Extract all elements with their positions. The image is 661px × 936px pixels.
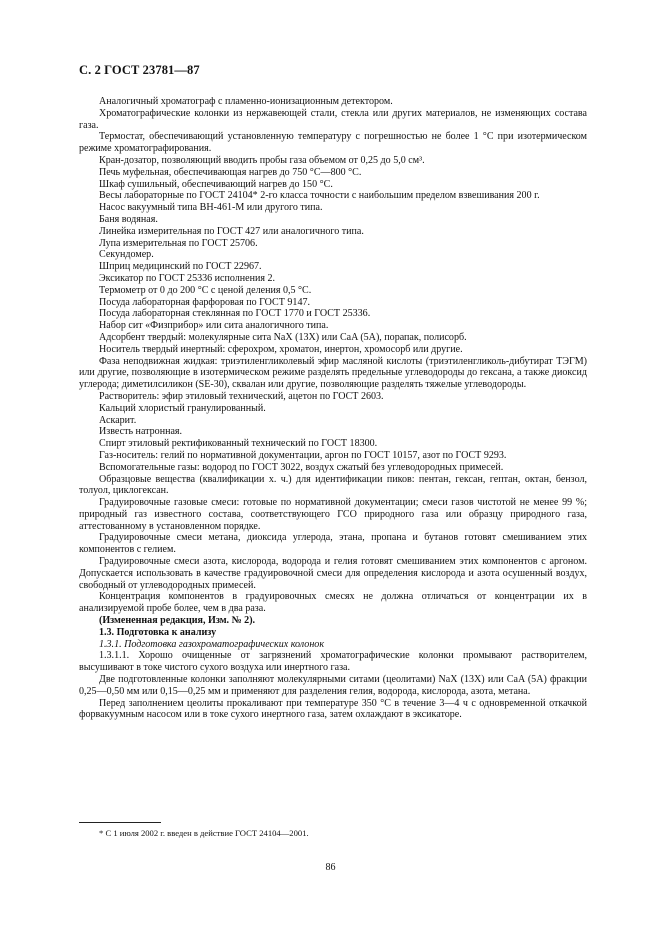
paragraph: Градуировочные газовые смеси: готовые по нормативной документации; смеси газов чистотой не менее 99 %; природный газ известного состава, соответствующего ГСО природного газа или образцу природного газа, аттестованному в установленном порядке. xyxy=(79,497,587,532)
paragraph: Градуировочные смеси метана, диоксида углерода, этана, пропана и бутанов готовят смешиванием этих компонентов с гелием. xyxy=(79,532,587,556)
paragraph: Газ-носитель: гелий по нормативной документации, аргон по ГОСТ 10157, азот по ГОСТ 9293. xyxy=(99,449,507,461)
paragraph: Фаза неподвижная жидкая: триэтиленгликолевый эфир масляной кислоты (триэтиленгликоль-дибутират ТЭГМ) или другие, позволяющие в изотермическом режиме разделять предельные углеводороды до гексана, а также диоксид углерода; диметилсиликон (SE-30), сквалан или другие, позволяющие разделять тяжелые углеводороды. xyxy=(79,355,587,391)
page-header: С. 2 ГОСТ 23781—87 xyxy=(79,63,200,77)
paragraph: Эксикатор по ГОСТ 25336 исполнения 2. xyxy=(99,272,276,284)
paragraph: 1.3. Подготовка к анализу xyxy=(99,626,217,638)
paragraph: Аналогичный хроматограф с пламенно-ионизационным детектором. xyxy=(99,96,393,107)
paragraph: (Измененная редакция, Изм. № 2). xyxy=(99,615,256,627)
document-body xyxy=(79,96,587,721)
paragraph: Две подготовленные колонки заполняют молекулярными ситами (цеолитами) NaX (13X) или CaA (5А) фракции 0,25—0,50 мм или 0,15—0,25 мм и применяют для разделения гелия, водорода, кислорода, азота, метана. xyxy=(79,674,587,697)
paragraph: Вспомогательные газы: водород по ГОСТ 3022, воздух сжатый без углеводородных примесей. xyxy=(99,461,504,473)
paragraph: Секундомер. xyxy=(99,249,154,261)
paragraph: Линейка измерительная по ГОСТ 427 или аналогичного типа. xyxy=(99,225,364,237)
paragraph: Кран-дозатор, позволяющий вводить пробы газа объемом от 0,25 до 5,0 см³. xyxy=(99,154,425,166)
footnote: * С 1 июля 2002 г. введен в действие ГОСТ 24104—2001. xyxy=(99,828,309,838)
paragraph: Шкаф сушильный, обеспечивающий нагрев до 150 °С. xyxy=(99,178,333,190)
paragraph: Термометр от 0 до 200 °С с ценой деления 0,5 °С. xyxy=(99,284,312,296)
paragraph: Образцовые вещества (квалификации х. ч.) для идентификации пиков: пентан, гексан, гептан, октан, бензол, толуол, циклогексан. xyxy=(79,473,587,497)
paragraph: Перед заполнением цеолиты прокаливают при температуре 350 °С в течение 3—4 ч с одновременной откачкой форвакуумным насосом или в токе сухого инертного газа, затем охлаждают в эксикаторе. xyxy=(79,697,587,721)
paragraph: Шприц медицинский по ГОСТ 22967. xyxy=(99,261,262,273)
paragraph: Кальций хлористый гранулированный. xyxy=(99,402,266,414)
paragraph: Носитель твердый инертный: сферохром, хроматон, инертон, хромосорб или другие. xyxy=(99,343,463,355)
paragraph: Спирт этиловый ректификованный технический по ГОСТ 18300. xyxy=(99,438,378,450)
paragraph: Весы лабораторные по ГОСТ 24104* 2-го класса точности с наибольшим пределом взвешивания 200 г. xyxy=(99,190,540,202)
paragraph: Адсорбент твердый: молекулярные сита NaX (13X) или CaA (5А), порапак, полисорб. xyxy=(99,331,467,343)
paragraph: Лупа измерительная по ГОСТ 25706. xyxy=(99,237,258,249)
paragraph: Баня водяная. xyxy=(99,213,158,225)
paragraph: Насос вакуумный типа ВН-461-М или другого типа. xyxy=(99,202,323,214)
paragraph: Растворитель: эфир этиловый технический, ацетон по ГОСТ 2603. xyxy=(99,390,384,402)
paragraph: Печь муфельная, обеспечивающая нагрев до 750 °С—800 °С. xyxy=(99,166,362,178)
paragraph: 1.3.1.1. Хорошо очищенные от загрязнений хроматографические колонки промывают растворителем, высушивают в токе чистого сухого воздуха или инертного газа. xyxy=(79,650,587,674)
paragraph: Концентрация компонентов в градуировочных смесях не должна отличаться от концентрации их в анализируемой пробе более, чем в два раза. xyxy=(79,591,587,615)
paragraph: Посуда лабораторная стеклянная по ГОСТ 1770 и ГОСТ 25336. xyxy=(99,308,371,320)
paragraph: Посуда лабораторная фарфоровая по ГОСТ 9147. xyxy=(99,296,311,308)
paragraph: Градуировочные смеси азота, кислорода, водорода и гелия готовят смешиванием этих компонентов с аргоном. Допускается использовать в качестве градуировочной смеси для определения кислорода и азота осушенный воздух, свободный от углеводородных примесей. xyxy=(79,556,587,591)
paragraph: Термостат, обеспечивающий установленную температуру с погрешностью не более 1 °С при изотермическом режиме хроматографирования. xyxy=(79,131,587,155)
paragraph: Известь натронная. xyxy=(99,426,183,438)
paragraph: 1.3.1. Подготовка газохроматографических колонок xyxy=(99,638,325,650)
paragraph: Хроматографические колонки из нержавеющей стали, стекла или других материалов, не изменяющих состава газа. xyxy=(79,107,587,131)
page-number: 86 xyxy=(325,862,336,873)
paragraph: Набор сит «Физприбор» или сита аналогичного типа. xyxy=(99,320,329,332)
footnote-divider xyxy=(79,822,161,823)
paragraph: Аскарит. xyxy=(99,414,137,426)
